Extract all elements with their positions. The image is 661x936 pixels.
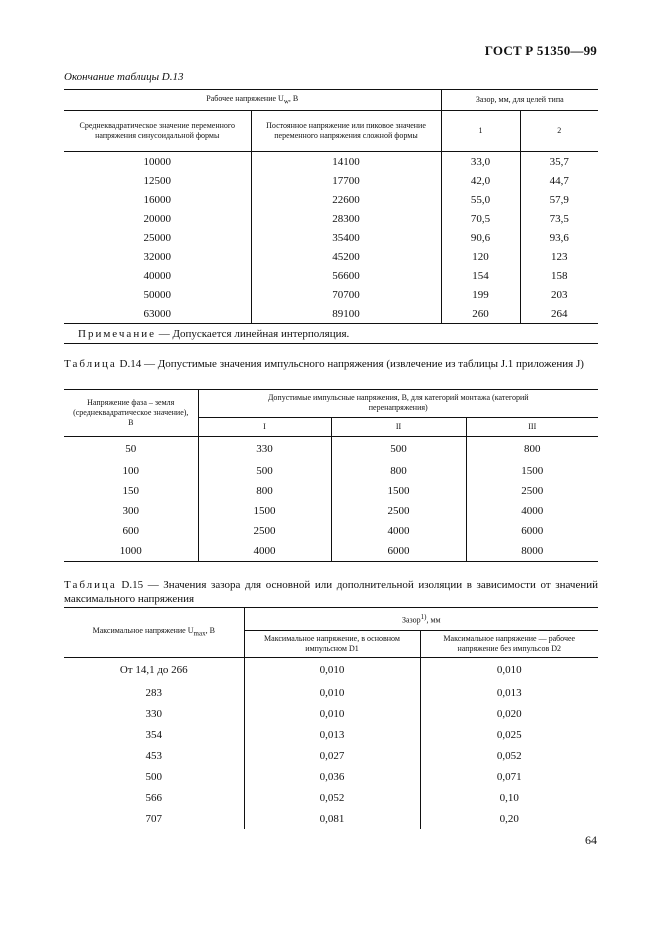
table-row xyxy=(64,541,598,562)
cell-cat3: 2500 xyxy=(521,485,544,497)
table-row xyxy=(64,703,598,724)
cell-cat1: 4000 xyxy=(198,541,331,562)
cell-cat3: 1500 xyxy=(521,465,544,477)
cell-cat2: 800 xyxy=(331,461,466,481)
cell-type2: 158 xyxy=(551,269,568,282)
cell-max-voltage: 330 xyxy=(64,703,244,724)
col-cat2: II xyxy=(331,417,466,436)
cell-d2: 0,020 xyxy=(496,707,522,720)
cell-type2: 203 xyxy=(551,288,568,301)
cell-peak: 45200 xyxy=(251,247,441,266)
cell-cat2: 1500 xyxy=(331,481,466,501)
col-impulse: Допустимые импульсные напряжения, В, для категорий монтажа (категорий перенапряжения) xyxy=(198,390,598,418)
cell-peak: 22600 xyxy=(251,190,441,209)
header-working-voltage: Рабочее напряжение $U_w$, В xyxy=(64,90,441,111)
cell-d1: 0,081 xyxy=(244,808,420,829)
cell-rms: 16000 xyxy=(64,190,251,209)
cell-max-voltage: От 14,1 до 266 xyxy=(64,658,244,683)
cell-type1: 55,0 xyxy=(441,190,520,209)
table-row xyxy=(64,461,598,481)
cell-peak: 14100 xyxy=(251,152,441,172)
cell-max-voltage: 283 xyxy=(64,682,244,703)
cell-d2: 0,052 xyxy=(496,749,522,762)
cell-cat3: 6000 xyxy=(521,525,544,537)
cell-cat2: 2500 xyxy=(331,501,466,521)
table-d14-grid xyxy=(64,389,598,562)
cell-rms: 10000 xyxy=(64,152,251,172)
cell-d1: 0,013 xyxy=(244,724,420,745)
cell-max-voltage: 500 xyxy=(64,766,244,787)
cell-type1: 70,5 xyxy=(441,209,520,228)
cell-max-voltage: 566 xyxy=(64,787,244,808)
table-row xyxy=(64,209,598,228)
col-d1: Максимальное напряжение, в основном импульсном D1 xyxy=(244,631,420,658)
cell-phase-voltage: 50 xyxy=(64,437,198,462)
table-row xyxy=(64,247,598,266)
cell-rms: 20000 xyxy=(64,209,251,228)
cell-type2: 73,5 xyxy=(549,212,569,225)
col-cat1: I xyxy=(198,417,331,436)
cell-peak: 28300 xyxy=(251,209,441,228)
table-row xyxy=(64,521,598,541)
col-max-voltage: Максимальное напряжение $U_{max}$, В xyxy=(64,608,244,658)
table-row xyxy=(64,787,598,808)
cell-rms: 12500 xyxy=(64,171,251,190)
cell-type1: 154 xyxy=(441,266,520,285)
cell-phase-voltage: 150 xyxy=(64,481,198,501)
table-row xyxy=(64,766,598,787)
cell-max-voltage: 453 xyxy=(64,745,244,766)
table-row xyxy=(64,658,598,683)
cell-d2: 0,025 xyxy=(496,728,522,741)
cell-d1: 0,010 xyxy=(244,682,420,703)
cell-d1: 0,052 xyxy=(244,787,420,808)
cell-cat2: 500 xyxy=(331,437,466,462)
col-gap: Зазор$^{1)}$, мм xyxy=(244,608,598,631)
cell-cat2: 6000 xyxy=(331,541,466,562)
cell-cat1: 800 xyxy=(198,481,331,501)
cell-cat2: 4000 xyxy=(331,521,466,541)
cell-peak: 35400 xyxy=(251,228,441,247)
cell-d1: 0,010 xyxy=(244,658,420,683)
col-type2: 2 xyxy=(520,111,598,152)
cell-rms: 63000 xyxy=(64,304,251,324)
table-row xyxy=(64,152,598,172)
cell-peak: 17700 xyxy=(251,171,441,190)
cell-cat1: 330 xyxy=(198,437,331,462)
table-row xyxy=(64,481,598,501)
cell-cat3: 800 xyxy=(524,443,541,455)
cell-d1: 0,036 xyxy=(244,766,420,787)
cell-phase-voltage: 300 xyxy=(64,501,198,521)
table14-caption: Таблица D.14 — Допустимые значения импульсного напряжения (извлечение из таблицы J.1 приложения J) xyxy=(64,358,584,370)
cell-d2: 0,013 xyxy=(496,686,522,699)
cell-type2: 44,7 xyxy=(549,174,569,187)
col-type1: 1 xyxy=(441,111,520,152)
table13-caption: Окончание таблицы D.13 xyxy=(64,71,184,83)
cell-rms: 32000 xyxy=(64,247,251,266)
table-row xyxy=(64,437,598,462)
cell-type2: 57,9 xyxy=(549,193,569,206)
cell-rms: 40000 xyxy=(64,266,251,285)
table-row xyxy=(64,171,598,190)
document-code: ГОСТ Р 51350—99 xyxy=(484,43,597,58)
cell-cat1: 1500 xyxy=(198,501,331,521)
header-gap: Зазор, мм, для целей типа xyxy=(441,90,598,111)
cell-peak: 70700 xyxy=(251,285,441,304)
cell-d2: 0,071 xyxy=(496,770,522,783)
cell-rms: 25000 xyxy=(64,228,251,247)
cell-d1: 0,027 xyxy=(244,745,420,766)
cell-max-voltage: 354 xyxy=(64,724,244,745)
cell-d1: 0,010 xyxy=(244,703,420,724)
cell-rms: 50000 xyxy=(64,285,251,304)
table-d15 xyxy=(64,607,598,829)
cell-type1: 199 xyxy=(441,285,520,304)
cell-type1: 120 xyxy=(441,247,520,266)
cell-phase-voltage: 100 xyxy=(64,461,198,481)
cell-cat1: 2500 xyxy=(198,521,331,541)
table-row xyxy=(64,745,598,766)
cell-phase-voltage: 1000 xyxy=(64,541,198,562)
cell-max-voltage: 707 xyxy=(64,808,244,829)
cell-cat3: 8000 xyxy=(521,545,544,557)
cell-type1: 42,0 xyxy=(441,171,520,190)
table-row xyxy=(64,190,598,209)
table15-caption: Таблица D.15 — Значения зазора для основной или дополнительной изоляции в зависимости от значений максимального напряжения xyxy=(64,579,598,605)
cell-type2: 93,6 xyxy=(549,231,569,244)
cell-type2: 264 xyxy=(551,307,568,320)
cell-type1: 90,6 xyxy=(441,228,520,247)
table-row xyxy=(64,682,598,703)
table-row xyxy=(64,501,598,521)
table-row xyxy=(64,228,598,247)
col-peak: Постоянное напряжение или пиковое значение переменного напряжения сложной формы xyxy=(251,111,441,152)
cell-cat3: 4000 xyxy=(521,505,544,517)
page-number: 64 xyxy=(585,833,597,847)
table-row xyxy=(64,808,598,829)
table13-note: Примечание — Допускается линейная интерполяция. xyxy=(64,324,598,344)
cell-type2: 35,7 xyxy=(549,155,569,168)
col-rms: Среднеквадратическое значение переменного напряжения синусоидальной формы xyxy=(64,111,251,152)
col-cat3: III xyxy=(466,417,598,436)
cell-peak: 89100 xyxy=(251,304,441,324)
cell-type1: 260 xyxy=(441,304,520,324)
table-row xyxy=(64,724,598,745)
table-row xyxy=(64,266,598,285)
cell-d2: 0,010 xyxy=(496,664,522,676)
cell-peak: 56600 xyxy=(251,266,441,285)
table-row xyxy=(64,304,598,324)
cell-type1: 33,0 xyxy=(441,152,520,172)
cell-type2: 123 xyxy=(551,250,568,263)
table-d13 xyxy=(64,89,598,344)
col-d2: Максимальное напряжение — рабочее напряжение без импульсов D2 xyxy=(420,631,598,658)
cell-d2: 0,10 xyxy=(499,791,519,804)
col-phase-voltage: Напряжение фаза – земля (среднеквадратическое значение), В xyxy=(64,390,198,437)
cell-d2: 0,20 xyxy=(499,812,519,825)
cell-phase-voltage: 600 xyxy=(64,521,198,541)
cell-cat1: 500 xyxy=(198,461,331,481)
table-row xyxy=(64,285,598,304)
